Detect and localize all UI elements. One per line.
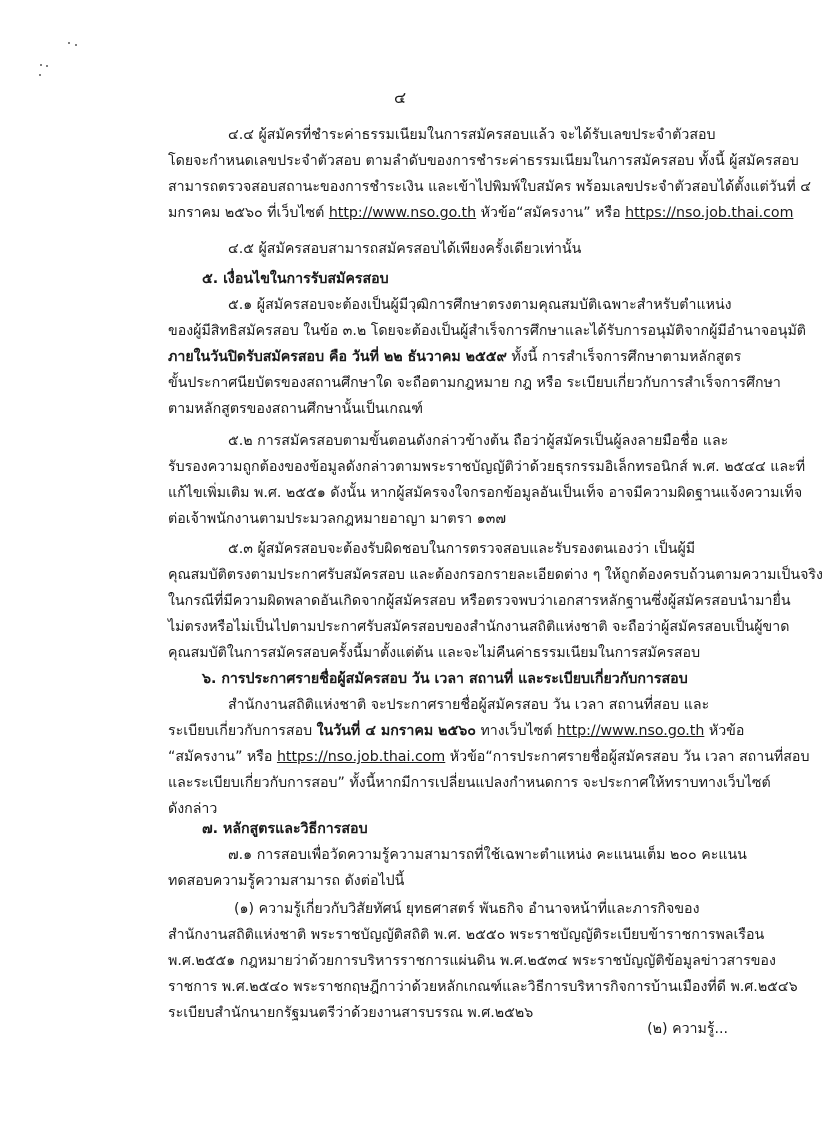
paragraph-line: ทดสอบความรู้ความสามารถ ดังต่อไปนี้	[168, 873, 405, 889]
paragraph-line: ๕.๓ ผู้สมัครสอบจะต้องรับผิดชอบในการตรวจสอบและรับรองตนเองว่า เป็นผู้มี	[228, 541, 696, 557]
paragraph-line: รับรองความถูกต้องของข้อมูลดังกล่าวตามพระราชบัญญัติว่าด้วยธุรกรรมอิเล็กทรอนิกส์ พ.ศ. ๒๕๔๔ และที่	[168, 459, 806, 475]
section-heading: ๗. หลักสูตรและวิธีการสอบ	[202, 821, 368, 837]
paragraph-line: ขั้นประกาศนียบัตรของสถานศึกษาใด จะถือตามกฎหมาย กฎ หรือ ระเบียบเกี่ยวกับการสำเร็จการศึกษา	[168, 375, 781, 391]
section-4-5	[168, 236, 728, 262]
text-run: ระเบียบเกี่ยวกับการสอบ	[168, 723, 317, 739]
paragraph-line: ๕.๒ การสมัครสอบตามขั้นตอนดังกล่าวข้างต้น ถือว่าผู้สมัครเป็นผู้ลงลายมือชื่อ และ	[228, 433, 729, 449]
section-5	[168, 266, 807, 422]
text-run: หัวข้อ	[704, 723, 745, 739]
paragraph-line: ๔.๔ ผู้สมัครที่ชำระค่าธรรมเนียมในการสมัครสอบแล้ว จะได้รับเลขประจำตัวสอบ	[228, 127, 716, 143]
paragraph-line: สามารถตรวจสอบสถานะของการชำระเงิน และเข้าไปพิมพ์ใบสมัคร พร้อมเลขประจำตัวสอบได้ตั้งแต่วันที่ ๔	[168, 179, 811, 195]
section-4-4	[168, 122, 811, 226]
page-number: ๔	[393, 88, 407, 107]
paragraph-line: โดยจะกำหนดเลขประจำตัวสอบ ตามลำดับของการชำระค่าธรรมเนียมในการสมัครสอบ ทั้งนี้ ผู้สมัครสอบ	[168, 153, 799, 169]
paragraph-line: ๗.๑ การสอบเพื่อวัดความรู้ความสามารถที่ใช้เฉพาะตำแหน่ง คะแนนเต็ม ๒๐๐ คะแนน	[228, 847, 747, 863]
nso-website-link[interactable]: http://www.nso.go.th	[328, 205, 477, 221]
paragraph-line: ไม่ตรงหรือไม่เป็นไปตามประกาศรับสมัครสอบของสำนักงานสถิติแห่งชาติ จะถือว่าผู้สมัครสอบเป็นผู้ขาด	[168, 619, 790, 635]
text-run: “สมัครงาน” หรือ	[168, 749, 277, 765]
paragraph-line: ราชการ พ.ศ.๒๕๔๐ พระราชกฤษฎีกาว่าด้วยหลักเกณฑ์และวิธีการบริหารกิจการบ้านเมืองที่ดี พ.ศ.๒๕๔๖	[168, 979, 798, 995]
paragraph-line: ๔.๕ ผู้สมัครสอบสามารถสมัครสอบได้เพียงครั้งเดียวเท่านั้น	[228, 241, 582, 257]
paragraph-line: ๕.๑ ผู้สมัครสอบจะต้องเป็นผู้มีวุฒิการศึกษาตรงตามคุณสมบัติเฉพาะสำหรับตำแหน่ง	[228, 297, 732, 313]
section-6	[168, 666, 810, 822]
paragraph-line: ต่อเจ้าพนักงานตามประมวลกฎหมายอาญา มาตรา ๑๓๗	[168, 511, 507, 527]
paragraph-line: พ.ศ.๒๕๕๑ กฎหมายว่าด้วยการบริหารราชการแผ่นดิน พ.ศ.๒๕๓๔ พระราชบัญญัติข้อมูลข่าวสารของ	[168, 953, 776, 969]
deadline-text: ภายในวันปิดรับสมัครสอบ คือ วันที่ ๒๒ ธันวาคม ๒๕๕๙	[168, 349, 507, 365]
paragraph-line: ตามหลักสูตรของสถานศึกษานั้นเป็นเกณฑ์	[168, 401, 423, 417]
paragraph-line: คุณสมบัติตรงตามประกาศรับสมัครสอบ และต้องกรอกรายละเอียดต่าง ๆ ให้ถูกต้องครบถ้วนตามความเป็นจริง	[168, 567, 823, 583]
paragraph-line: สำนักงานสถิติแห่งชาติ จะประกาศรายชื่อผู้สมัครสอบ วัน เวลา สถานที่สอบ และ	[228, 697, 710, 713]
continuation-note	[168, 1016, 728, 1042]
paragraph-line: ในกรณีที่มีความผิดพลาดอันเกิดจากผู้สมัครสอบ หรือตรวจพบว่าเอกสารหลักฐานซึ่งผู้สมัครสอบนำมายื่น	[168, 593, 791, 609]
section-heading: ๕. เงื่อนไขในการรับสมัครสอบ	[202, 271, 389, 287]
text-run: หัวข้อ“สมัครงาน” หรือ	[476, 205, 626, 221]
text-run: ทั้งนี้ การสำเร็จการศึกษาตามหลักสูตร	[506, 349, 742, 365]
announce-date-text: ในวันที่ ๔ มกราคม ๒๕๖๐	[316, 723, 476, 739]
paragraph-line: แก้ไขเพิ่มเติม พ.ศ. ๒๕๕๑ ดังนั้น หากผู้สมัครจงใจกรอกข้อมูลอันเป็นเท็จ อาจมีความผิดฐานแจ้งความเท็จ	[168, 485, 803, 501]
paragraph-line	[168, 718, 745, 744]
paragraph-line	[168, 200, 794, 226]
section-7	[168, 816, 747, 894]
paragraph-line: ระเบียบสำนักนายกรัฐมนตรีว่าด้วยงานสารบรรณ พ.ศ.๒๕๒๖	[168, 1005, 534, 1021]
section-heading: ๖. การประกาศรายชื่อผู้สมัครสอบ วัน เวลา สถานที่ และระเบียบเกี่ยวกับการสอบ	[202, 671, 688, 687]
section-5-2	[168, 428, 806, 532]
text-run: มกราคม ๒๕๖๐ ที่เว็บไซต์	[168, 205, 329, 221]
paragraph-line: ดังกล่าว	[168, 801, 218, 817]
paragraph-line	[168, 344, 742, 370]
paragraph-line: (๑) ความรู้เกี่ยวกับวิสัยทัศน์ ยุทธศาสตร์ พันธกิจ อำนาจหน้าที่และภารกิจของ	[234, 901, 700, 917]
section-5-3	[168, 536, 823, 666]
paragraph-line: คุณสมบัติในการสมัครสอบครั้งนี้มาตั้งแต่ต้น และจะไม่คืนค่าธรรมเนียมในการสมัครสอบ	[168, 645, 701, 661]
nso-website-link[interactable]: http://www.nso.go.th	[557, 723, 705, 739]
section-7-item-1	[168, 896, 798, 1026]
paragraph-line: สำนักงานสถิติแห่งชาติ พระราชบัญญัติสถิติ พ.ศ. ๒๕๕๐ พระราชบัญญัติระเบียบข้าราชการพลเรือน	[168, 927, 765, 943]
job-website-link[interactable]: https://nso.job.thai.com	[625, 205, 794, 221]
text-run: หัวข้อ“การประกาศรายชื่อผู้สมัครสอบ วัน เวลา สถานที่สอบ	[445, 749, 810, 765]
paragraph-line: ของผู้มีสิทธิสมัครสอบ ในข้อ ๓.๒ โดยจะต้องเป็นผู้สำเร็จการศึกษาและได้รับการอนุมัติจากผู้มีอำนาจอนุมัติ	[168, 323, 807, 339]
continue-text: (๒) ความรู้...	[647, 1021, 728, 1037]
job-website-link[interactable]: https://nso.job.thai.com	[276, 749, 446, 765]
paragraph-line: และระเบียบเกี่ยวกับการสอบ” ทั้งนี้หากมีการเปลี่ยนแปลงกำหนดการ จะประกาศให้ทราบทางเว็บไซต์	[168, 775, 771, 791]
text-run: ทางเว็บไซต์	[475, 723, 558, 739]
paragraph-line	[168, 744, 810, 770]
